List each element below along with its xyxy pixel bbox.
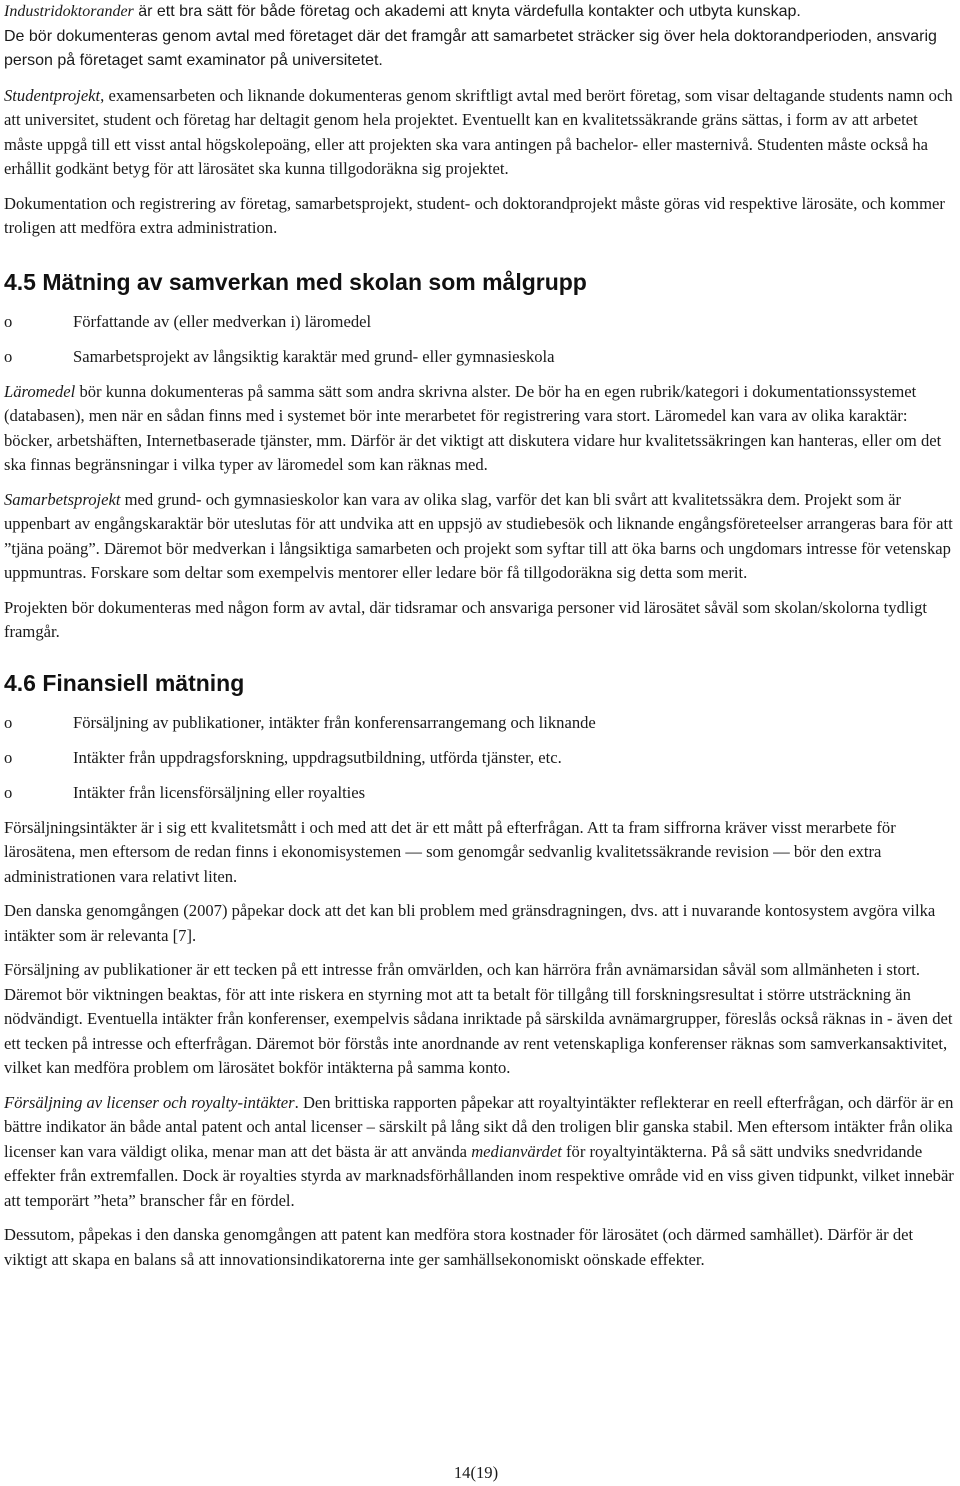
list-item bbox=[4, 310, 956, 334]
licenser-text-a: . Den brittiska rapporten påpekar att royaltyintäkter reflekterar en reell efterfrågan, och därför är en bättre indikator än både antal patent och antal licenser – särskilt på lång sikt då den troligen blir ganska stabil. Men eftersom intäkter från olika licenser kan vara väldigt olika, menar man att det bästa är att använda bbox=[4, 1092, 954, 1161]
document-page bbox=[4, 0, 956, 1272]
heading-section-4-5: 4.5 Mätning av samverkan med skolan som målgrupp bbox=[4, 268, 587, 295]
list-item-text: Samarbetsprojekt av långsiktig karaktär med grund- eller gymnasieskola bbox=[73, 346, 555, 366]
paragraph-forsaljning-publikationer: Försäljning av publikationer är ett tecken på ett intresse från omvärlden, och kan härröra från avnämarsidan såväl som allmänheten i stort. Däremot bör viktningen beaktas, för att inte riskera en styrning mot att ta betalt för tillgång till forskningsresultat i större utsträckning än nödvändigt. Eventuella intäkter från konferenser, exempelvis sådana inriktade på särskilda avnämargrupper, föreslås också räknas in - även det ett tecken på intresse och efterfrågan. Däremot bör förstås inte anordnande av rent vetenskapliga konferenser räknas som samverkansaktivitet, vilket kan medföra problem om lärosätet bokför intäkterna på samma konto. bbox=[4, 960, 953, 1077]
list-item-text: Försäljning av publikationer, intäkter från konferensarrangemang och liknande bbox=[73, 712, 596, 732]
paragraph-dokumentation: Dokumentation och registrering av företag, samarbetsprojekt, student- och doktorandprojekt måste göras vid respektive lärosäte, och kommer troligen att medföra extra administration. bbox=[4, 193, 945, 237]
paragraph-studentprojekt bbox=[4, 84, 956, 182]
licenser-text-b: för royaltyintäkterna. På så sätt undviks snedvridande effekter från extremfallen. Dock är royalties styrda av marknadsförhållanden inom respektive område vid en viss given tidpunkt, vilket innebär att temporärt ”heta” branscher får en fördel. bbox=[4, 1141, 954, 1210]
term-samarbetsprojekt: Samarbetsprojekt bbox=[4, 489, 121, 509]
paragraph-forsaljningsintakter: Försäljningsintäkter är i sig ett kvalitetsmått i och med att det är ett mått på efterfrågan. Att ta fram siffrorna kräver visst merarbete för lärosätena, men eftersom de redan finns i ekonomisystemen — som genomgår sedvanlig kvalitetssäkrande revision — bör den extra administrationen vara relativt liten. bbox=[4, 817, 896, 886]
bullet-marker: o bbox=[4, 747, 13, 767]
bullet-marker: o bbox=[4, 782, 13, 802]
paragraph-dessutom: Dessutom, påpekas i den danska genomgången att patent kan medföra stora kostnader för lärosätet (och därmed samhället). Därför är det viktigt att skapa en balans så att innovationsindikatorerna inte ger samhällsekonomiskt oönskade effekter. bbox=[4, 1225, 914, 1269]
term-medianvardet: medianvärdet bbox=[471, 1141, 562, 1161]
paragraph-projekten: Projekten bör dokumenteras med någon form av avtal, där tidsramar och ansvariga personer vid lärosätet såväl som skolan/skolorna tydligt framgår. bbox=[4, 597, 928, 641]
studentprojekt-text: , examensarbeten och liknande dokumenteras genom skriftligt avtal med berört företag, som visar deltagande students namn och att universitet, student och företag har deltagit genom hela projektet. Eventuellt kan en kvalitetssäkrande gräns sättas, i form av att arbetet måste uppgå till ett visst antal högskolepoäng, eller att projekten ska vara antingen på bachelor- eller masternivå. Studenten måste också ha erhållit godkänt betyg för att lärosätet ska kunna tillgodoräkna sig projektet. bbox=[4, 85, 953, 178]
page-number: 14(19) bbox=[453, 1463, 499, 1482]
term-industridoktorander: Industridoktorander bbox=[4, 3, 134, 20]
list-item bbox=[4, 711, 956, 735]
bullet-marker: o bbox=[4, 712, 13, 732]
paragraph-danska-genomgangen: Den danska genomgången (2007) påpekar dock att det kan bli problem med gränsdragningen, dvs. att i nuvarande kontosystem avgöra vilka intäkter som är relevanta [7]. bbox=[4, 901, 936, 945]
laromedel-text: bör kunna dokumenteras på samma sätt som andra skrivna alster. De bör ha en egen rubrik/kategori i dokumentationssystemet (databasen), men när en sådan finns med i systemet bör inte merarbetet för registrering vara stort. Läromedel kan vara av olika karaktär: böcker, arbetshäften, Internetbaserade tjänster, mm. Därför är det viktigt att diskutera vidare hur kvalitetssäkringen kan hanteras, eller om det ska finnas begränsningar i vilka typer av läromedel som kan räknas med. bbox=[4, 381, 942, 474]
list-item bbox=[4, 781, 956, 805]
list-item-text: Intäkter från uppdragsforskning, uppdragsutbildning, utförda tjänster, etc. bbox=[73, 747, 562, 767]
section-4-5-bullet-list bbox=[4, 310, 956, 369]
term-laromedel: Läromedel bbox=[4, 381, 76, 401]
list-item-text: Intäkter från licensförsäljning eller royalties bbox=[73, 782, 366, 802]
samarbetsprojekt-text: med grund- och gymnasieskolor kan vara av olika slag, varför det kan bli svårt att kvalitetssäkra dem. Projekt som är uppenbart av engångskaraktär bör uteslutas för att undvika att en uppsjö av studiebesök och liknande engångsföreteelser arrangeras bara för att ”tjäna poäng”. Däremot bör medverkan i långsiktiga samarbeten och projekt som syftar till att öka barns och ungdomars intresse för vetenskap uppmuntras. Forskare som deltar som exempelvis mentorer eller ledare bör få tillgodoräkna sig detta som merit. bbox=[4, 489, 953, 582]
intro-paragraph-1 bbox=[4, 0, 956, 25]
intro-paragraph-2: De bör dokumenteras genom avtal med företaget där det framgår att samarbetet sträcker sig över hela doktorandperioden, ansvarig person på företaget samt examinator på universitetet. bbox=[4, 27, 937, 69]
list-item-text: Författande av (eller medverkan i) läromedel bbox=[73, 311, 372, 331]
paragraph-licenser-royalty bbox=[4, 1091, 956, 1214]
bullet-marker: o bbox=[4, 311, 13, 331]
section-4-6-bullet-list bbox=[4, 711, 956, 805]
list-item bbox=[4, 746, 956, 770]
bullet-marker: o bbox=[4, 346, 13, 366]
paragraph-samarbetsprojekt bbox=[4, 488, 956, 586]
list-item bbox=[4, 345, 956, 369]
intro-line1-text: är ett bra sätt för både företag och akademi att knyta värdefulla kontakter och utbyta kunskap. bbox=[133, 3, 801, 20]
term-studentprojekt: Studentprojekt bbox=[4, 85, 101, 105]
paragraph-laromedel bbox=[4, 380, 956, 478]
heading-section-4-6: 4.6 Finansiell mätning bbox=[4, 669, 245, 696]
term-licenser-royalty: Försäljning av licenser och royalty-intäkter bbox=[4, 1092, 295, 1112]
